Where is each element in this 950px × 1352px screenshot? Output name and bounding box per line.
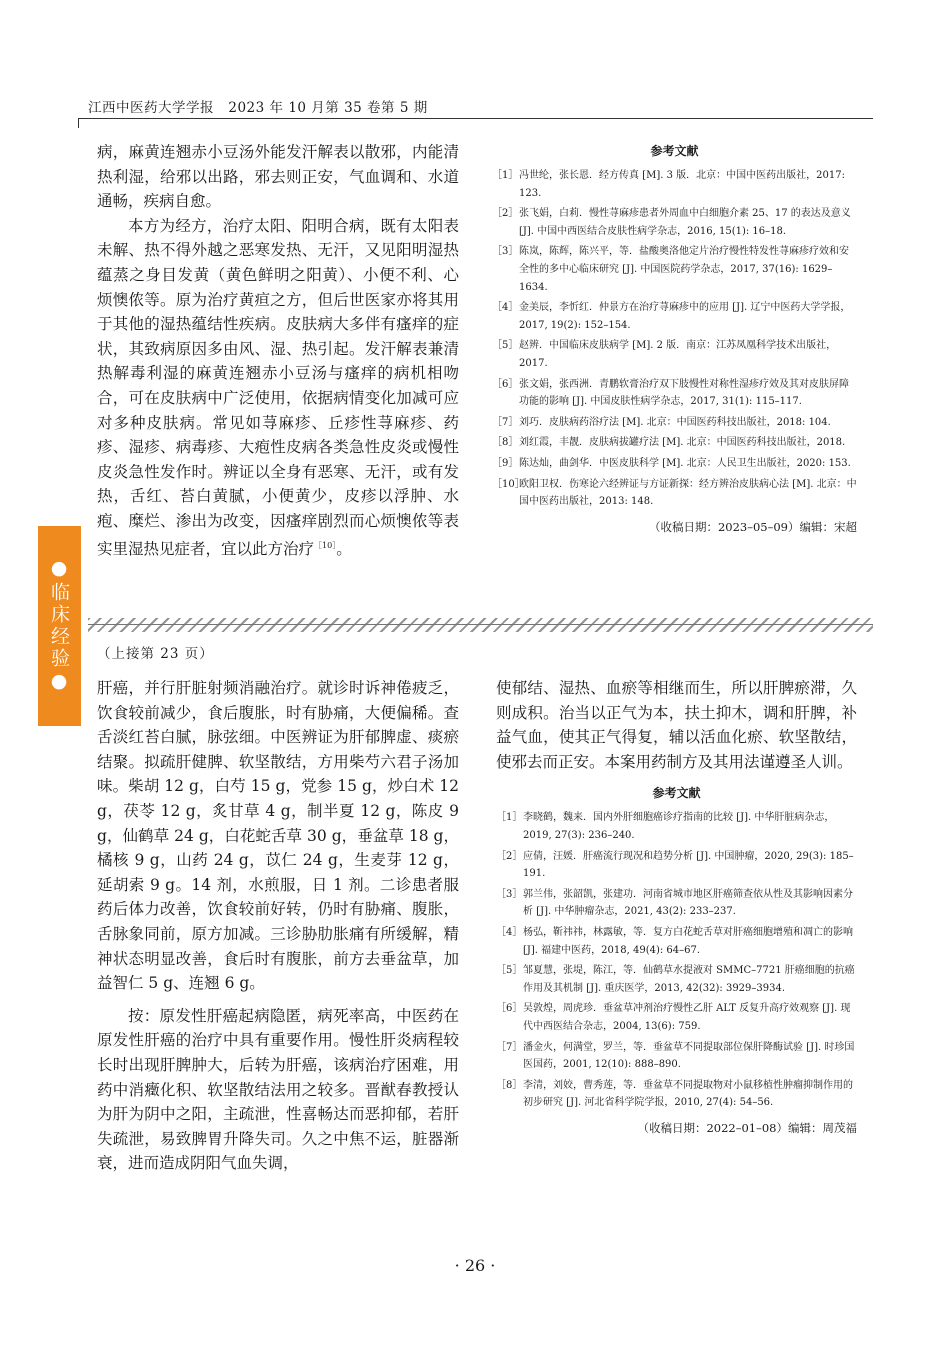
header-rule-stub <box>78 118 79 128</box>
reference-item: ［6］ 吴敦煌，周虎珍．垂盆草冲剂治疗慢性乙肝 ALT 反复升高疗效观察 [J]. 现代中西医结合杂志，2004, 13(6): 759. <box>496 1003 851 1032</box>
reference-item: ［9］ 陈达灿，曲剑华．中医皮肤科学 [M]. 北京：人民卫生出版社，2020: 153. <box>492 457 851 469</box>
article-body-top-left <box>97 140 459 561</box>
references-section-1 <box>492 140 857 535</box>
received-date-editor: （收稿日期：2022–01–08）编辑：周茂福 <box>637 1120 857 1135</box>
reference-item: ［8］ 李清，刘姣，曹秀莲，等．垂盆草不同提取物对小鼠移植性肿瘤抑制作用的初步研究 [J]. 河北省科学院学报，2010, 27(4): 54–56. <box>496 1079 853 1109</box>
section-side-tab <box>38 526 81 726</box>
reference-item: ［2］ 张飞娟，白莉．慢性荨麻疹患者外周血中白细胞介素 25、17 的表达及意义 [J]. 中国中西医结合皮肤性病学杂志，2016, 15(1): 16–18. <box>492 208 851 237</box>
reference-item: ［2］ 应倩，汪媛．肝癌流行现况和趋势分析 [J]. 中国肿瘤，2020, 29(3): 185–191. <box>496 850 854 880</box>
citation: ［10］ <box>314 540 337 550</box>
reference-item: ［10］ 欧阳卫权．伤寒论六经辨证与方证新探：经方辨治皮肤病心法 [M]. 北京：中国中医药出版社，2013: 148. <box>492 478 857 508</box>
reference-list <box>492 167 857 511</box>
reference-item: ［8］ 刘红霞，丰靓．皮肤病拔罐疗法 [M]. 北京：中国医药科技出版社，2018. <box>492 437 846 449</box>
reference-item: ［4］ 杨弘，靳祎祎，林露敏，等．复方白花蛇舌草对肝癌细胞增殖和凋亡的影响 [J]. 福建中医药，2018, 49(4): 64–67. <box>496 926 853 956</box>
reference-item: ［5］ 邹夏慧，张堤，陈江，等．仙鹤草水提液对 SMMC–7721 肝癌细胞的抗癌作用及其机制 [J]. 重庆医学，2013, 42(32): 3929–3934. <box>496 965 855 994</box>
continued-from-note: （上接第 23 页） <box>97 646 214 662</box>
paragraph: 肝癌，并行肝脏射频消融治疗。就诊时诉神倦疲乏，饮食较前减少，食后腹胀，时有胁痛，大便偏稀。查舌淡红苔白腻，脉弦细。中医辨证为肝郁脾虚、痰瘀结聚。拟疏肝健脾、软坚散结，方用柴芍六君子汤加味。柴胡 12 g，白芍 15 g，党参 15 g，炒白术 12 g，茯苓 12 g，炙甘草 4 g，制半夏 12 g，陈皮 9 g，仙鹤草 24 g，白花蛇舌草 30 g，垂盆草 18 g，橘核 9 g，山药 24 g，苡仁 24 g，生麦芽 12 g，延胡索 9 g。14 剂，水煎服，日 1 剂。二诊患者服药后体力改善，饮食较前好转，仍时有胁痛、腹胀，舌脉象同前，原方加减。三诊胁肋胀痛有所缓解，精神状态明显改善，食后时有腹胀，前方去垂盆草，加益智仁 5 g、连翘 6 g。 <box>97 679 459 993</box>
paragraph: 病，麻黄连翘赤小豆汤外能发汗解表以散邪，内能清热利湿，给邪以出路，邪去则正安，气血调和、水道通畅，疾病自愈。 <box>97 143 459 211</box>
section-divider <box>88 618 873 632</box>
paragraph: 本方为经方，治疗太阳、阳明合病，既有太阳表未解、热不得外越之恶寒发热、无汗，又见阳明湿热蕴蒸之身目发黄（黄色鲜明之阳黄）、小便不利、心烦懊侬等。原为治疗黄疸之方，但后世医家亦将其用于其他的湿热蕴结性疾病。皮肤病大多伴有瘙痒的症状，其致病原因多由风、湿、热引起。发汗解表兼清热解毒利湿的麻黄连翘赤小豆汤与瘙痒的病机相吻合，可在皮肤病中广泛使用，依据病情变化加减可应对多种皮肤病。常见如荨麻疹、丘疹性荨麻疹、药疹、湿疹、病毒疹、大疱性皮病各类急性皮炎或慢性皮炎急性发作时。辨证以全身有恶寒、无汗，或有发热，舌红、苔白黄腻，小便黄少，皮疹以浮肿、水疱、糜烂、渗出为改变，因瘙痒剧烈而心烦懊侬等表实里湿热见症者，宜以此方治疗$^{[10]}$。 <box>97 216 459 558</box>
page-number: · 26 · <box>454 1256 496 1275</box>
reference-item: ［6］ 张文娟，张西洲．青鹏软膏治疗双下肢慢性对称性湿疹疗效及其对皮肤屏障功能的影响 [J]. 中国皮肤性病学杂志，2017, 31(1): 115–117. <box>492 378 849 408</box>
reference-item: ［3］ 陈岚，陈辉，陈兴平，等．盐酸奥洛他定片治疗慢性特发性荨麻疹疗效和安全性的多中心临床研究 [J]. 中国医院药学杂志，2017, 37(16): 1629–1634. <box>492 246 849 293</box>
paragraph: 按：原发性肝癌起病隐匿，病死率高，中医药在原发性肝癌的治疗中具有重要作用。慢性肝炎病程较长时出现肝脾肿大，后转为肝癌，该病治疗困难，用药中消癥化积、软坚散结法用之较多。晋猷春教授认为肝为阴中之阳，主疏泄，性喜畅达而恶抑郁，若肝失疏泄，易致脾胃升降失司。久之中焦不运，脏器渐衰，进而造成阴阳气血失调， <box>97 1006 459 1173</box>
references-title: 参考文献 <box>652 786 701 801</box>
references-title: 参考文献 <box>650 144 699 158</box>
issue-info: 2023 年 10 月第 35 卷第 5 期 <box>228 100 428 116</box>
reference-item: ［1］ 李晓鹤，魏来．国内外肝细胞癌诊疗指南的比较 [J]. 中华肝脏病杂志，2019, 27(3): 236–240. <box>496 812 835 841</box>
reference-item: ［4］ 金美辰，李忻红．仲景方在治疗荨麻疹中的应用 [J]. 辽宁中医药大学学报，2017, 19(2): 152–154. <box>492 302 851 331</box>
paragraph: 使郁结、湿热、血瘀等相继而生，所以肝脾瘀滞，久则成积。治当以正气为本，扶土抑木，调和肝脾，补益气血，使其正气得复，辅以活血化瘀、软坚散结，使邪去而正安。本案用药制方及其用法谨遵圣人训。 <box>496 679 857 771</box>
header-rule <box>78 118 873 119</box>
article-body-bottom-left <box>97 676 459 1176</box>
running-header <box>88 96 428 116</box>
reference-item: ［7］ 潘金火，何满堂，罗兰，等．垂盆草不同提取部位保肝降酶试验 [J]. 时珍国医国药，2001, 12(10): 888–890. <box>496 1041 855 1071</box>
article-body-bottom-right <box>496 676 857 1136</box>
journal-name: 江西中医药大学学报 <box>88 100 214 116</box>
reference-item: ［5］ 赵辨．中国临床皮肤病学 [M]. 2 版．南京：江苏凤凰科学技术出版社，2017. <box>492 340 837 369</box>
reference-item: ［7］ 刘巧．皮肤病药浴疗法 [M]. 北京：中国医药科技出版社，2018: 104. <box>492 416 831 428</box>
reference-item: ［1］ 冯世纶，张长恩．经方传真 [M]. 3 版．北京：中国中医药出版社，2017: 123. <box>492 170 845 199</box>
reference-item: ［3］ 郭兰伟，张韶凯，张建功．河南省城市地区肝癌筛查依从性及其影响因素分析 [J]. 中华肿瘤杂志，2021, 43(2): 233–237. <box>496 888 853 918</box>
section-label: ●临床经验● <box>48 557 70 695</box>
received-date-editor: （收稿日期：2023–05–09）编辑：宋超 <box>648 519 857 534</box>
reference-list <box>496 809 857 1112</box>
